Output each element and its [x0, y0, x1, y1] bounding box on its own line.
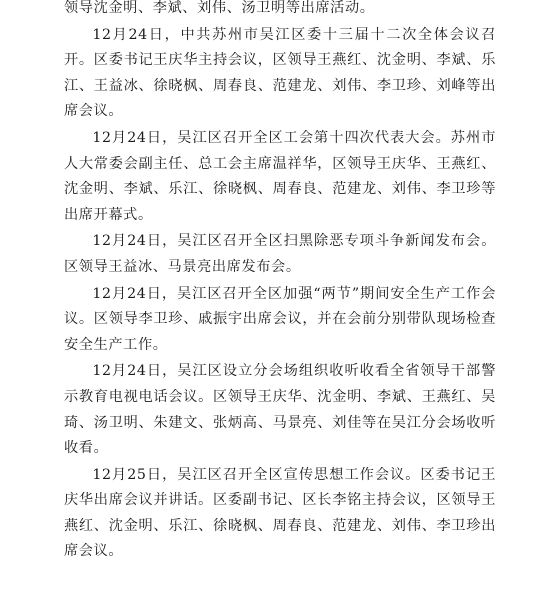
paragraph-press-conference: 12月24日，吴江区召开全区扫黑除恶专项斗争新闻发布会。区领导王益冰、马景亮出席发布会。	[64, 233, 496, 275]
paragraph-propaganda-work-meeting: 12月25日，吴江区召开全区宣传思想工作会议。区委书记王庆华出席会议并讲话。区委副书记、区长李铭主持会议，区领导王燕红、沈金明、乐江、徐晓枫、周春良、范建龙、刘伟、李卫珍出席会议。	[64, 466, 496, 560]
paragraph-safety-production-meeting: 12月24日，吴江区召开全区加强“两节”期间安全生产工作会议。区领导李卫珍、戚振宇出席会议，并在会前分别带队现场检查安全生产工作。	[64, 285, 496, 353]
paragraph-warning-education-teleconference: 12月24日，吴江区设立分会场组织收听收看全省领导干部警示教育电视电话会议。区领导王庆华、沈金明、李斌、王燕红、吴琦、汤卫明、朱建文、张炳高、马景亮、刘佳等在吴江分会场收听收看。	[64, 363, 496, 457]
paragraph-trade-union-congress: 12月24日，吴江区召开全区工会第十四次代表大会。苏州市人大常委会副主任、总工会主席温祥华，区领导王庆华、王燕红、沈金明、李斌、乐江、徐晓枫、周春良、范建龙、刘伟、李卫珍等出席开幕式。	[64, 129, 496, 223]
paragraph-municipal-committee-plenary: 12月24日，中共苏州市吴江区委十三届十二次全体会议召开。区委书记王庆华主持会议，区领导王燕红、沈金明、李斌、乐江、王益冰、徐晓枫、周春良、范建龙、刘伟、李卫珍、刘峰等出席会议。	[64, 26, 496, 120]
paragraph-continued: 领导沈金明、李斌、刘伟、汤卫明等出席活动。	[64, 0, 375, 16]
document-body	[64, 0, 496, 565]
